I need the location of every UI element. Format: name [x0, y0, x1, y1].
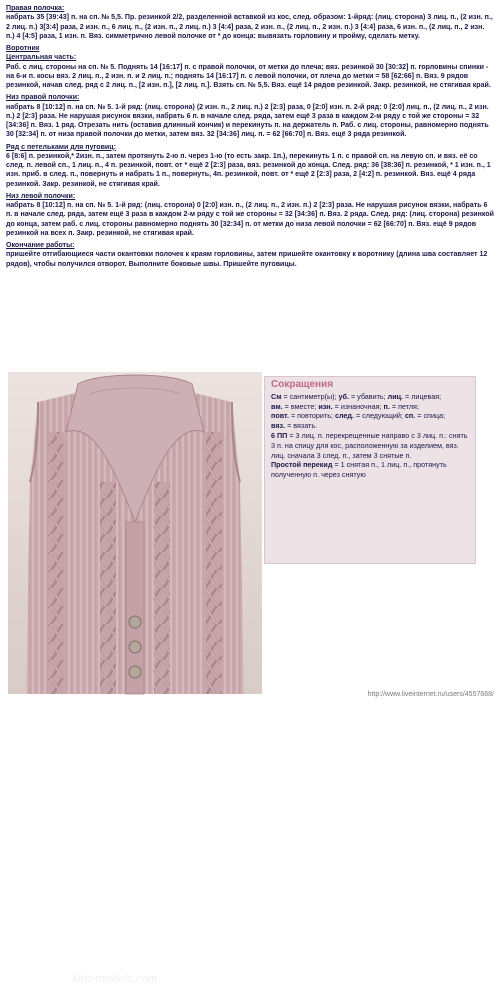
abbr-def: = убавить;: [348, 391, 388, 401]
abbr-def: = повторить;: [288, 411, 335, 421]
section-right-front: [6, 4, 494, 41]
abbr-line-simple: [271, 460, 469, 480]
section-bottom-left-front: [6, 192, 494, 238]
abbr-line-3: [271, 411, 469, 421]
abbr-def: = вязать.: [285, 421, 318, 431]
section-finishing: [6, 241, 494, 269]
section-collar: [6, 44, 494, 90]
abbr-term: повт.: [271, 411, 289, 421]
abbr-def: = лицевая;: [403, 391, 442, 401]
abbr-def: = 3 лиц. п. перекрещенные направо с 3 лиц. п.: снять 3 п. на спицу для кос, расположенную за изделием, вяз. лиц. сначала 3 след. п., затем 3 снятые п.: [271, 430, 468, 460]
vest-illustration: [8, 372, 262, 694]
abbreviations-box: [264, 376, 476, 564]
abbr-term: Простой перекид: [271, 460, 333, 470]
section-heading: Низ правой полочки:: [6, 94, 80, 102]
section-subheading: Центральная часть:: [6, 54, 77, 62]
abbr-term: лиц.: [387, 391, 404, 401]
section-buttonhole-row: [6, 143, 494, 189]
abbr-term: сп.: [404, 411, 416, 421]
abbr-term: изн.: [318, 401, 333, 411]
abbreviations-title: Сокращения: [271, 379, 334, 390]
abbr-def: = изнаночная;: [332, 401, 384, 411]
abbr-term: вм.: [271, 401, 283, 411]
vest-photo: [8, 372, 262, 985]
abbr-line-pp: [271, 431, 469, 460]
abbr-line-4: [271, 421, 469, 431]
abbr-term: 6 ПП: [271, 430, 288, 440]
photo-watermark: knit-models.com: [72, 970, 158, 985]
section-body: набрать 8 [10:12] п. на сп. № 5. 1-й ряд: (лиц. сторона) (2 изн. п., 2 лиц. п.) 2 [2:3] раза, 0 [2:0] изн. п. 2-й ряд: 0 [2:0] лиц. п., (2 лиц. п., 2 изн. п.) 2 [2:3] раза. Не нарушая рисунок вязки, набрать 6 п. в начале след. ряда, затем ещё 3 раза в каждом 2-м ряду с той же стороны = 32 [34:36] п. Вяз. 1 ряд. Отрезать нить (оставив длинный кончик) и перекинуть п. на держатель п. Раб. с лиц. стороны, равномерно поднять 30 [32:34] п. от низа правой полочки до метки, затем вяз. 32 [34:36] лиц. п. = 62 [66:70] п. Вяз. ещё 3 ряда резинкой.: [6, 103, 489, 139]
section-heading: Ряд с петельками для пуговиц:: [6, 143, 116, 151]
section-body: набрать 8 [10:12] п. на сп. № 5. 1-й ряд: (лиц. сторона) 0 [2:0] изн. п., (2 лиц. п., 2 изн. п.) 2 [2:3] раза. Не нарушая рисунок вязки, набрать 6 п. в начале след. ряда, затем ещё 3 раза в каждом 2-м ряду с той же стороны = 32 [34:36] п. Вяз. 2 ряда. След. ряд: (лиц. сторона) резинкой до конца, затем раб. с лиц. стороны равномерно поднять 30 [32:34] п. от метки до низа левой полочки = 62 [66:70] п. Вяз. ещё 9 рядов резинкой на всех п. Закр. резинкой, не стягивая край.: [6, 202, 494, 237]
abbr-term: след.: [334, 411, 354, 421]
section-heading: Правая полочка:: [6, 5, 65, 12]
footer-url: http://www.liveinternet.ru/users/4557668/: [367, 691, 494, 698]
abbr-line-2: [271, 402, 469, 412]
section-body: пришейте отгибающиеся части окантовки полочек к краям горловины, затем пришейте окантовку к воротнику (длина шва составляет 12 рядов), чтобы получился отворот. Выполните боковые швы. Пришейте пуговицы.: [6, 251, 488, 268]
instructions-text: [6, 4, 494, 272]
section-body: 6 [8:6] п. резинкой,* 2изн. п., затем протянуть 2-ю п. через 1-ю (то есть закр. 1п.), перекинуть 1 п. с правой сп. на левую сп. и вяз. её со след. п. левой сп., 1 лиц. п., 4 п. резинкой, повт. от * ещё 2 [2:3] раза, вяз. резинкой до конца. След. ряд: 36 [38:36] п. резинкой, * 1 изн. п., 1 изн. приб. в след. п., повернуть и набрать 1 п., повернуть, 4п. резинкой, повт. от * ещё 2 [2:3] раза, 2 [4:2] п. резинкой. Вяз. ещё 4 ряда резинкой. Закр. резинкой, не стягивая край.: [6, 152, 491, 188]
abbr-term: п.: [383, 401, 390, 411]
abbr-term: уб.: [338, 391, 349, 401]
section-bottom-right-front: [6, 93, 494, 139]
abbr-def: = следующий;: [353, 411, 405, 421]
abbr-def: = петля;: [389, 401, 419, 411]
abbr-line-1: [271, 392, 469, 402]
section-body: Раб. с лиц. стороны на сп. № 5. Поднять 14 [16:17] п. с правой полочки, от метки до плеча; вяз. резинкой 30 [30:32] п. горловины спинки - на 6-и п. косы вяз. 2 лиц. п., 2 изн. п. и 2 лиц. п.; поднять 14 [16:17] п. с левой полочки, от плеча до метки = 58 [62:66] п. Вяз. 9 рядов резинкой, начав след. ряд с 2 лиц. п., [2 изн. п.], [2 лиц. п.]. Взять сп. № 5,5. Вяз. ещё 14 рядов резинкой. Закр. резинкой, не стягивая край.: [6, 63, 491, 89]
abbr-term: См: [271, 391, 282, 401]
abbr-def: = вместе;: [282, 401, 319, 411]
abbr-def: = спица;: [415, 411, 446, 421]
abbr-term: вяз.: [271, 421, 286, 431]
section-body: набрать 35 [39:43] п. на сп. № 5,5. Пр. резинкой 2/2, разделенной вставкой из кос, след. образом: 1-йряд: (лиц. сторона) 3 лиц. п., (2 изн. п., 2 лиц. п.) 3[3:4] раза, 2 изн. п., 6 лиц. п., (2 изн. п., 2 лиц. п.) 3 [4:4] раза, 2 изн. п., (2 лиц. п., 2 изн. п.) 3 [4:4] раза, 6 изн. п., (2 лиц. п., 2 изн. п.) 4 [4:5] раза, 1 изн. п. Вяз. симметрично левой полочке от * до конца: вывязать горловину и пройму, сделать метку.: [6, 14, 493, 40]
section-heading: Воротник: [6, 45, 40, 52]
abbr-def: = сантиметр(ы);: [281, 391, 339, 401]
section-heading: Низ левой полочки:: [6, 192, 76, 200]
section-heading: Окончание работы:: [6, 242, 75, 249]
abbr-def: = 1 снятая п., 1 лиц. п., протянуть полученную п. через снятую: [271, 460, 447, 480]
